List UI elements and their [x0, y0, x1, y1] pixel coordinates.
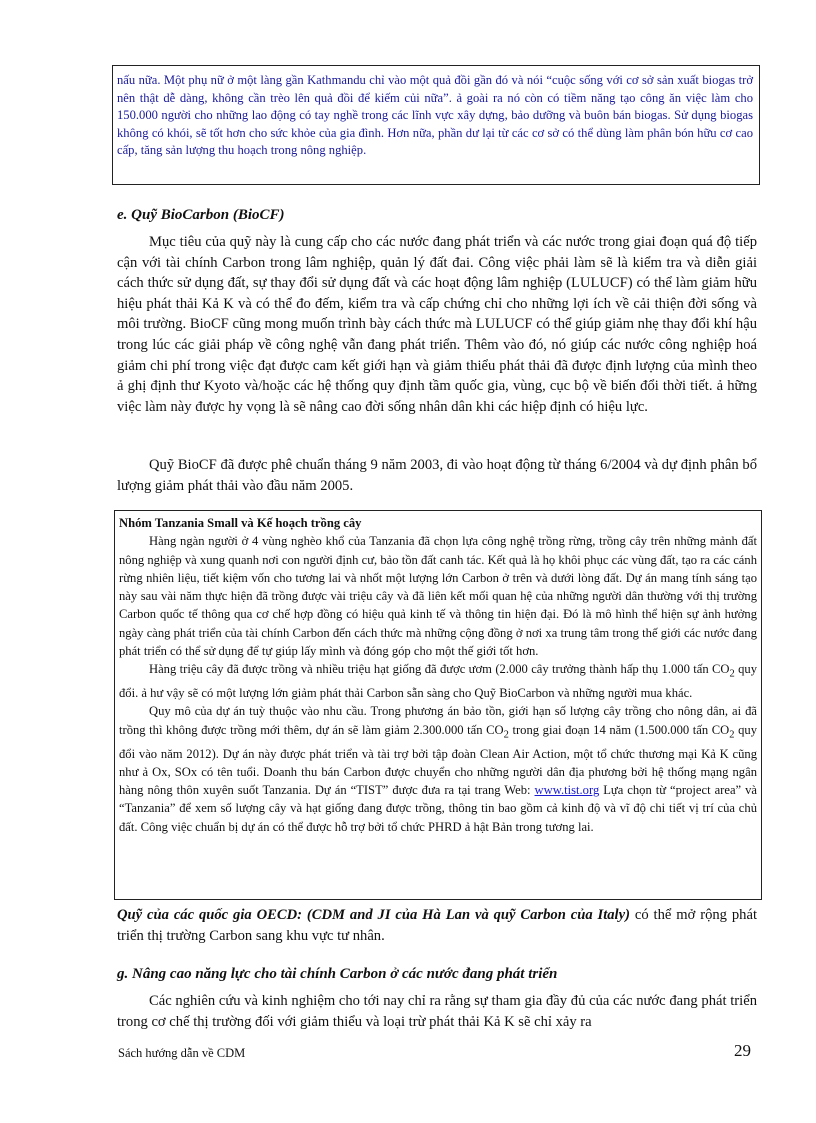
biogas-text: nấu nữa. Một phụ nữ ở một làng gần Kathmandu chỉ vào một quả đồi gần đó và nói “cuộc sống với cơ sở sản xuất biogas trở nên thật dễ dàng, không cần trèo lên quả đồi để kiếm củi nữa”. ả goài ra nó còn có tiềm năng tạo công ăn việc làm cho 150.000 người cho những lao động có tay nghề trong các lĩnh vực xây dựng, bảo dưỡng và buôn bán biogas. Sử dụng biogas không có khói, sẽ tốt hơn cho sức khỏe của gia đình. Hơn nữa, phần dư lại từ các cơ sở có thể dùng làm phân bón hữu cơ cao cấp, tăng sản lượng thu hoạch trong nông nghiệp.	[117, 73, 753, 158]
co2-subscript: 2	[729, 729, 735, 741]
tanzania-paragraph-2-part-b: quy đổi. ả hư vậy sẽ có một lượng lớn giảm phát thải Carbon sẵn sàng cho Quỹ BioCarbon và những người mua khác.	[119, 662, 757, 701]
section-g-heading: g. Nâng cao năng lực cho tài chính Carbon ở các nước đang phát triển	[117, 966, 558, 982]
footer-title: Sách hướng dẫn về CDM	[118, 1046, 246, 1060]
section-e-paragraph-1-text: Mục tiêu của quỹ này là cung cấp cho các nước đang phát triển và các nước trong giai đoạn quá độ tiếp cận với tài chính Carbon trong lâm nghiệp, quản lý đất đai. Công việc phải làm sẽ là kiểm tra và diễn giải cách thức sử dụng đất, sự thay đổi sử dụng đất và các hoạt động lâm nghiệp (LULUCF) có thể làm giảm hữu hiệu phát thải Kả K và có thể đo đếm, kiểm tra và cấp chứng chỉ cho những lợi ích về cải thiện đời sống và môi trường. BioCF cũng mong muốn trình bày cách thức mà LULUCF có thể giúp giảm nhẹ thay đổi khí hậu trong lúc các giải pháp về công nghệ vẫn đang phát triển. Thêm vào đó, nó giúp các nước công nghiệp hoá giảm chi phí trong việc đạt được cam kết giới hạn và giảm thiểu phát thải đã được định lượng của mình theo ả ghị định thư Kyoto và/hoặc các hệ thống quy định tầm quốc gia, vùng, cục bộ về biến đổi thời tiết. ả hững việc làm này được hy vọng là sẽ nâng cao đời sống nhân dân khi các hiệp định có hiệu lực.	[117, 234, 757, 415]
tanzania-paragraph-2-part-a: Hàng triệu cây đã được trồng và nhiều triệu hạt giống đã được ươm (2.000 cây trưởng thành hấp thụ 1.000 tấn CO	[149, 662, 730, 677]
tanzania-paragraph-2	[119, 660, 757, 702]
co2-subscript: 2	[503, 729, 509, 741]
tanzania-paragraph-3-part-d: Lựa chọn từ “project area” và “Tanzania” để xem số lượng cây và hạt giống đang được trồng, thông tin bao gồm cả kinh độ và vĩ độ chi tiết vị trí của chủ đất. Công việc chuẩn bị dự án có thể được hỗ trợ bởi tổ chức PHRD ả hật Bản trong tương lai.	[119, 783, 757, 834]
tanzania-paragraph-1	[119, 532, 757, 660]
page-number: 29	[734, 1041, 751, 1060]
section-e-paragraph-1	[117, 232, 757, 417]
tanzania-paragraph-1-text: Hàng ngàn người ở 4 vùng nghèo khổ của Tanzania đã chọn lựa công nghệ trồng rừng, trồng cây trên những mảnh đất nông nghiệp và xung quanh nơi con người định cư, bảo tồn đất canh tác. Kết quả là họ khôi phục các vùng đất, tạo ra các cánh rừng nhiên liệu, tiết kiệm vốn cho tương lai và nhốt một lượng lớn Carbon ở trên và dưới lòng đất. Dự án mang tính sáng tạo này sau vài năm thực hiện đã trồng được vài triệu cây và đã liên kết mối quan hệ của những người dân thường với thị trường Carbon quốc tế thông qua cơ chế hợp đồng có hiệu quả kinh tế và thông tin hiện đại. Đó là mô hình thể hiện sự ảnh hưởng ngày càng phát triển của tài chính Carbon đến cách thức mà những cộng đồng ở nơi xa trung tâm trong thế giới các nước đang phát triển có thể sử dụng để tự giúp lấy mình và đóng góp cho một thế giới tốt hơn.	[119, 534, 757, 659]
section-e-paragraph-2-text: Quỹ BioCF đã được phê chuẩn tháng 9 năm 2003, đi vào hoạt động từ tháng 6/2004 và dự định phân bổ lượng giảm phát thải vào đầu năm 2005.	[117, 457, 757, 494]
section-e-heading: e. Quỹ BioCarbon (BioCF)	[117, 207, 285, 223]
tanzania-paragraph-3-part-c: quy đổi vào năm 2012). Dự án này được phát triển và tài trợ bởi tập đoàn Clean Air Action, một tổ chức thương mại Kả K cũng như ả Ox, SOx có tên tuổi. Doanh thu bán Carbon được chuyển cho những người dân địa phương bởi hệ thống mạng ngân hàng nông thôn xuyên suốt Tanzania. Dự án “TIST” được đưa ra tại trang Web:	[119, 722, 757, 798]
tanzania-case-box	[114, 510, 762, 900]
tanzania-paragraph-3-part-b: trong giai đoạn 14 năm (1.500.000 tấn CO	[508, 722, 730, 737]
tist-website-link[interactable]: www.tist.org	[534, 783, 600, 798]
tanzania-box-title: Nhóm Tanzania Small và Kế hoạch trồng cây	[119, 516, 362, 530]
oecd-heading: Quỹ của các quốc gia OECD: (CDM and JI của Hà Lan và quỹ Carbon của Italy)	[117, 907, 630, 923]
section-e-paragraph-2	[117, 455, 757, 496]
co2-subscript: 2	[729, 668, 735, 680]
oecd-paragraph	[117, 905, 757, 947]
biogas-text-box	[112, 65, 760, 185]
oecd-text: có thể mở rộng phát triển thị trường Carbon sang khu vực tư nhân.	[117, 907, 757, 944]
section-g-paragraph-text: Các nghiên cứu và kinh nghiệm cho tới nay chỉ ra rằng sự tham gia đầy đủ của các nước đang phát triển trong cơ chế thị trường đối với giảm thiểu và loại trừ phát thải Kả K sẽ chỉ xảy ra	[117, 993, 757, 1030]
tanzania-paragraph-3-part-a: Quy mô của dự án tuỳ thuộc vào nhu cầu. Trong phương án bảo tồn, giới hạn số lượng cây trồng cho nông dân, ai đã trồng thì không được trồng mới thêm, dự án sẽ làm giảm 2.300.000 tấn CO	[119, 704, 757, 737]
tanzania-paragraph-3	[119, 702, 757, 836]
section-g-paragraph	[117, 991, 757, 1032]
